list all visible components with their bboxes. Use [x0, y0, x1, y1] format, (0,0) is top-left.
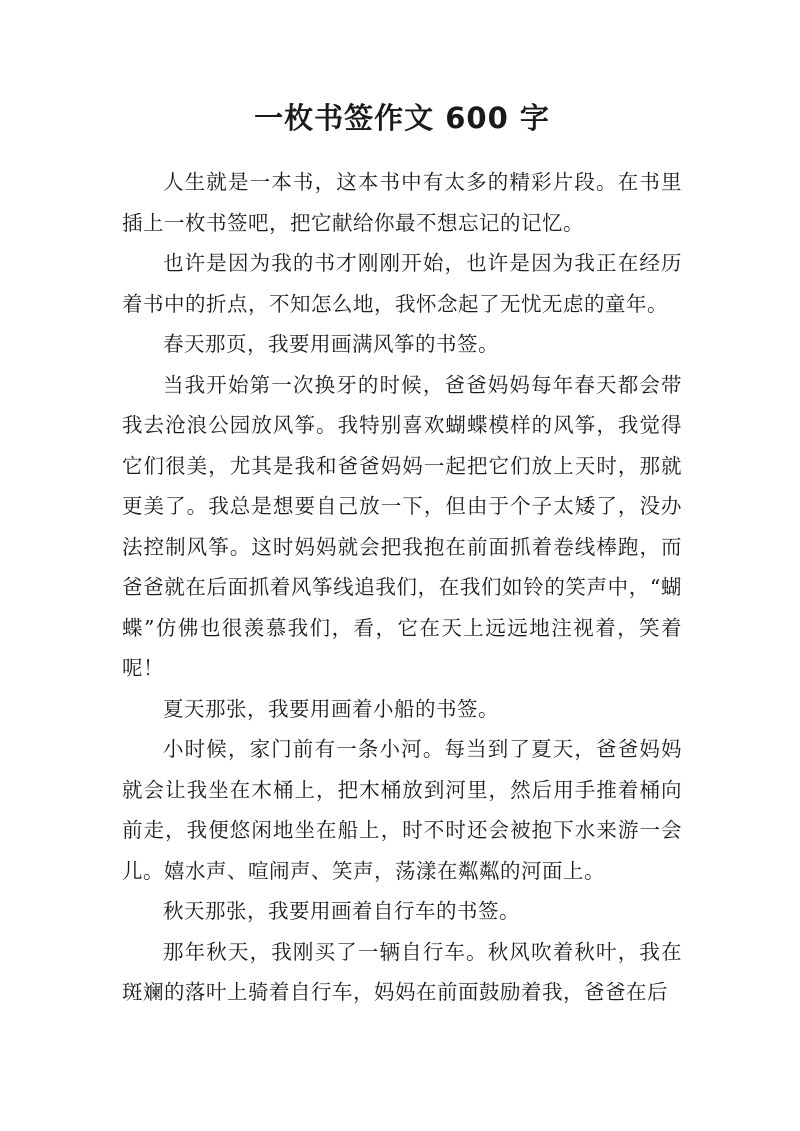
- page-title: 一枚书签作文 600 字: [254, 101, 550, 135]
- paragraph-6: 小时候，家门前有一条小河。每当到了夏天，爸爸妈妈就会让我坐在木桶上，把木桶放到河里，然后用手推着桶向前走，我便悠闲地坐在船上，时不时还会被抱下水来游一会儿。嬉水声、喧闹声、笑声，荡漾在粼粼的河面上。: [122, 737, 682, 883]
- paragraph-4: 当我开始第一次换牙的时候，爸爸妈妈每年春天都会带我去沧浪公园放风筝。我特别喜欢蝴蝶模样的风筝，我觉得它们很美，尤其是我和爸爸妈妈一起把它们放上天时，那就更美了。我总是想要自己放一下，但由于个子太矮了，没办法控制风筝。这时妈妈就会把我抱在前面抓着卷线棒跑，而爸爸就在后面抓着风筝线追我们，在我们如铃的笑声中，“蝴蝶”仿佛也很羡慕我们，看，它在天上远远地注视着，笑着呢！: [122, 372, 682, 680]
- paragraph-3: 春天那页，我要用画满风筝的书签。: [163, 332, 499, 356]
- paragraph-2: 也许是因为我的书才刚刚开始，也许是因为我正在经历着书中的折点，不知怎么地，我怀念起了无忧无虑的童年。: [122, 251, 682, 316]
- paragraph-7: 秋天那张，我要用画着自行车的书签。: [163, 899, 520, 923]
- article-body: [122, 162, 682, 1013]
- paragraph-1: 人生就是一本书，这本书中有太多的精彩片段。在书里插上一枚书签吧，把它献给你最不想忘记的记忆。: [122, 170, 682, 235]
- paragraph-5: 夏天那张，我要用画着小船的书签。: [163, 696, 499, 721]
- paragraph-8: 那年秋天，我刚买了一辆自行车。秋风吹着秋叶，我在斑斓的落叶上骑着自行车，妈妈在前面鼓励着我，爸爸在后: [122, 939, 682, 1004]
